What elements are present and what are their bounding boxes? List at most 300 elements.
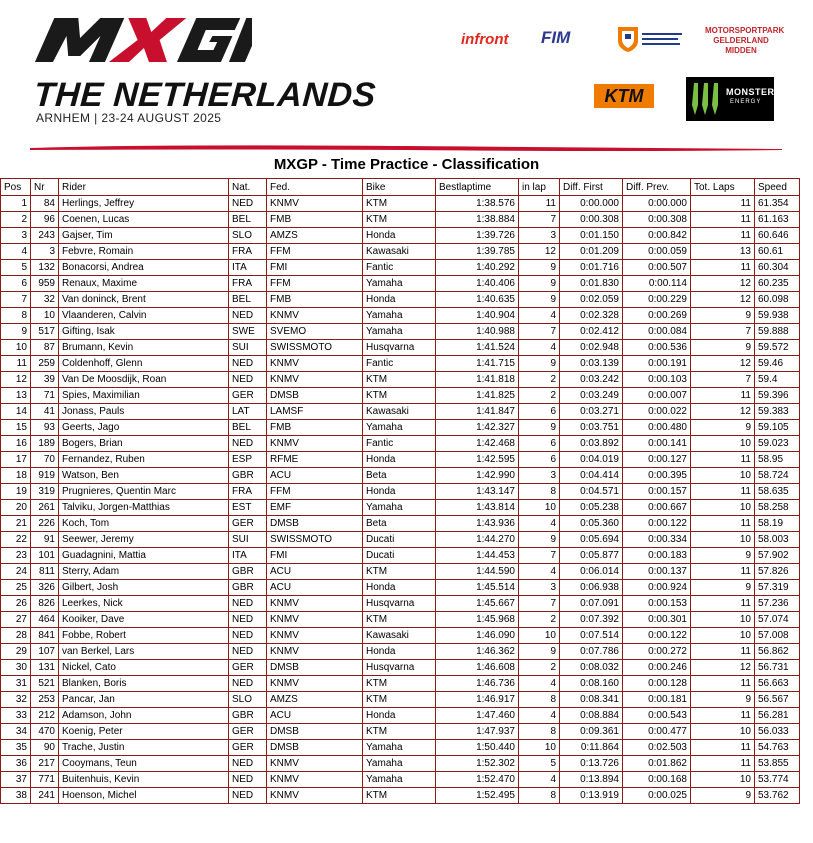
cell-nat: EST (229, 500, 267, 516)
cell-diff-first: 0:13.894 (560, 772, 623, 788)
cell-nat: NED (229, 756, 267, 772)
column-header-diff-prev: Diff. Prev. (623, 179, 691, 196)
cell-in-lap: 8 (519, 484, 560, 500)
table-row (1, 644, 800, 660)
cell-rider: Jonass, Pauls (59, 404, 229, 420)
cell-pos: 4 (1, 244, 31, 260)
cell-rider: Pancar, Jan (59, 692, 229, 708)
cell-fed: KNMV (267, 628, 363, 644)
cell-rider: Van doninck, Brent (59, 292, 229, 308)
cell-nat: NED (229, 356, 267, 372)
cell-bestlaptime: 1:46.608 (436, 660, 519, 676)
cell-fed: FFM (267, 244, 363, 260)
cell-diff-prev: 0:00.269 (623, 308, 691, 324)
cell-nr: 470 (31, 724, 59, 740)
cell-diff-prev: 0:00.543 (623, 708, 691, 724)
cell-speed: 56.663 (755, 676, 800, 692)
cell-bike: Fantic (363, 260, 436, 276)
cell-nr: 259 (31, 356, 59, 372)
cell-in-lap: 7 (519, 324, 560, 340)
cell-fed: LAMSF (267, 404, 363, 420)
cell-pos: 34 (1, 724, 31, 740)
cell-bike: Yamaha (363, 276, 436, 292)
cell-tot-laps: 10 (691, 724, 755, 740)
cell-diff-first: 0:01.830 (560, 276, 623, 292)
cell-fed: FMB (267, 420, 363, 436)
cell-nr: 32 (31, 292, 59, 308)
table-row (1, 468, 800, 484)
cell-tot-laps: 9 (691, 340, 755, 356)
cell-rider: Watson, Ben (59, 468, 229, 484)
cell-nr: 319 (31, 484, 59, 500)
cell-diff-first: 0:13.726 (560, 756, 623, 772)
table-row (1, 340, 800, 356)
cell-in-lap: 4 (519, 708, 560, 724)
cell-bike: Ducati (363, 532, 436, 548)
cell-bike: Kawasaki (363, 244, 436, 260)
cell-nr: 189 (31, 436, 59, 452)
cell-bike: Honda (363, 580, 436, 596)
cell-tot-laps: 10 (691, 612, 755, 628)
cell-speed: 61.354 (755, 196, 800, 212)
cell-bestlaptime: 1:42.990 (436, 468, 519, 484)
cell-rider: Fobbe, Robert (59, 628, 229, 644)
cell-speed: 60.61 (755, 244, 800, 260)
cell-tot-laps: 7 (691, 324, 755, 340)
cell-diff-prev: 0:00.480 (623, 420, 691, 436)
cell-nr: 243 (31, 228, 59, 244)
cell-speed: 59.572 (755, 340, 800, 356)
cell-rider: Coenen, Lucas (59, 212, 229, 228)
cell-bestlaptime: 1:46.917 (436, 692, 519, 708)
cell-fed: KNMV (267, 372, 363, 388)
cell-rider: Spies, Maximilian (59, 388, 229, 404)
cell-nr: 10 (31, 308, 59, 324)
cell-bike: KTM (363, 692, 436, 708)
cell-speed: 56.731 (755, 660, 800, 676)
cell-bestlaptime: 1:42.327 (436, 420, 519, 436)
column-header-fed: Fed. (267, 179, 363, 196)
column-header-in-lap: in lap (519, 179, 560, 196)
cell-fed: KNMV (267, 196, 363, 212)
cell-bestlaptime: 1:50.440 (436, 740, 519, 756)
cell-bestlaptime: 1:52.470 (436, 772, 519, 788)
cell-in-lap: 4 (519, 308, 560, 324)
cell-tot-laps: 10 (691, 468, 755, 484)
cell-rider: van Berkel, Lars (59, 644, 229, 660)
cell-bestlaptime: 1:38.884 (436, 212, 519, 228)
cell-fed: DMSB (267, 724, 363, 740)
cell-in-lap: 6 (519, 404, 560, 420)
page-header (0, 0, 813, 152)
cell-tot-laps: 11 (691, 564, 755, 580)
cell-diff-prev: 0:00.114 (623, 276, 691, 292)
cell-in-lap: 6 (519, 452, 560, 468)
cell-speed: 60.646 (755, 228, 800, 244)
cell-pos: 28 (1, 628, 31, 644)
cell-tot-laps: 12 (691, 292, 755, 308)
cell-rider: Koch, Tom (59, 516, 229, 532)
cell-bike: KTM (363, 676, 436, 692)
cell-bestlaptime: 1:47.937 (436, 724, 519, 740)
cell-speed: 56.281 (755, 708, 800, 724)
cell-tot-laps: 11 (691, 388, 755, 404)
cell-pos: 23 (1, 548, 31, 564)
cell-diff-first: 0:08.341 (560, 692, 623, 708)
cell-nr: 101 (31, 548, 59, 564)
cell-speed: 57.319 (755, 580, 800, 596)
event-title: THE NETHERLANDS (32, 76, 378, 114)
cell-nat: FRA (229, 276, 267, 292)
cell-speed: 60.098 (755, 292, 800, 308)
cell-rider: Seewer, Jeremy (59, 532, 229, 548)
table-row (1, 356, 800, 372)
cell-in-lap: 8 (519, 788, 560, 804)
cell-bestlaptime: 1:43.936 (436, 516, 519, 532)
cell-fed: KNMV (267, 644, 363, 660)
cell-bestlaptime: 1:43.147 (436, 484, 519, 500)
cell-bestlaptime: 1:45.667 (436, 596, 519, 612)
cell-diff-first: 0:01.716 (560, 260, 623, 276)
cell-nat: GER (229, 660, 267, 676)
cell-nat: LAT (229, 404, 267, 420)
cell-nat: BEL (229, 212, 267, 228)
cell-pos: 29 (1, 644, 31, 660)
cell-diff-prev: 0:00.395 (623, 468, 691, 484)
cell-tot-laps: 11 (691, 228, 755, 244)
cell-in-lap: 2 (519, 612, 560, 628)
table-row (1, 404, 800, 420)
infront-logo: infront (461, 31, 509, 48)
cell-diff-first: 0:05.238 (560, 500, 623, 516)
cell-diff-prev: 0:02.503 (623, 740, 691, 756)
cell-nat: NED (229, 628, 267, 644)
cell-diff-first: 0:03.249 (560, 388, 623, 404)
cell-diff-prev: 0:00.334 (623, 532, 691, 548)
cell-diff-prev: 0:00.183 (623, 548, 691, 564)
cell-diff-first: 0:05.694 (560, 532, 623, 548)
cell-pos: 6 (1, 276, 31, 292)
cell-diff-prev: 0:00.272 (623, 644, 691, 660)
cell-nat: NED (229, 196, 267, 212)
cell-diff-prev: 0:00.229 (623, 292, 691, 308)
cell-nr: 811 (31, 564, 59, 580)
table-row (1, 260, 800, 276)
cell-nat: ITA (229, 260, 267, 276)
cell-nat: SLO (229, 692, 267, 708)
cell-tot-laps: 11 (691, 676, 755, 692)
cell-rider: Cooymans, Teun (59, 756, 229, 772)
cell-pos: 31 (1, 676, 31, 692)
cell-diff-first: 0:02.328 (560, 308, 623, 324)
cell-nr: 253 (31, 692, 59, 708)
cell-diff-prev: 0:00.842 (623, 228, 691, 244)
table-row (1, 420, 800, 436)
cell-rider: Bonacorsi, Andrea (59, 260, 229, 276)
cell-speed: 59.105 (755, 420, 800, 436)
cell-nat: NED (229, 308, 267, 324)
cell-bestlaptime: 1:52.302 (436, 756, 519, 772)
table-row (1, 308, 800, 324)
cell-fed: ACU (267, 468, 363, 484)
column-header-nat: Nat. (229, 179, 267, 196)
table-row (1, 660, 800, 676)
table-row (1, 276, 800, 292)
cell-bestlaptime: 1:47.460 (436, 708, 519, 724)
table-row (1, 756, 800, 772)
cell-pos: 16 (1, 436, 31, 452)
cell-pos: 25 (1, 580, 31, 596)
cell-rider: Blanken, Boris (59, 676, 229, 692)
cell-rider: Geerts, Jago (59, 420, 229, 436)
cell-diff-prev: 0:00.191 (623, 356, 691, 372)
cell-fed: ACU (267, 708, 363, 724)
cell-diff-first: 0:00.308 (560, 212, 623, 228)
cell-pos: 30 (1, 660, 31, 676)
table-row (1, 196, 800, 212)
cell-in-lap: 7 (519, 212, 560, 228)
table-row (1, 708, 800, 724)
ktm-logo: KTM (594, 84, 654, 108)
motorsportpark-line-3: MIDDEN (725, 46, 757, 55)
cell-fed: DMSB (267, 516, 363, 532)
table-row (1, 532, 800, 548)
cell-fed: ACU (267, 580, 363, 596)
cell-diff-prev: 0:00.122 (623, 516, 691, 532)
table-row (1, 244, 800, 260)
cell-bike: KTM (363, 388, 436, 404)
cell-nat: BEL (229, 292, 267, 308)
table-row (1, 548, 800, 564)
cell-bike: Beta (363, 516, 436, 532)
cell-diff-first: 0:03.751 (560, 420, 623, 436)
motorsportpark-line-2: GELDERLAND (713, 36, 769, 45)
cell-speed: 59.4 (755, 372, 800, 388)
cell-nat: ITA (229, 548, 267, 564)
cell-rider: Coldenhoff, Glenn (59, 356, 229, 372)
cell-nat: NED (229, 676, 267, 692)
cell-nr: 107 (31, 644, 59, 660)
cell-bike: Fantic (363, 356, 436, 372)
column-header-pos: Pos (1, 179, 31, 196)
cell-diff-prev: 0:00.059 (623, 244, 691, 260)
cell-nr: 87 (31, 340, 59, 356)
cell-bestlaptime: 1:45.514 (436, 580, 519, 596)
cell-speed: 59.46 (755, 356, 800, 372)
cell-diff-prev: 0:00.308 (623, 212, 691, 228)
cell-nat: SWE (229, 324, 267, 340)
table-row (1, 484, 800, 500)
table-row (1, 628, 800, 644)
cell-in-lap: 12 (519, 244, 560, 260)
cell-speed: 57.008 (755, 628, 800, 644)
cell-bike: Yamaha (363, 500, 436, 516)
cell-rider: Talviku, Jorgen-Matthias (59, 500, 229, 516)
classification-table (0, 178, 800, 804)
cell-diff-first: 0:09.361 (560, 724, 623, 740)
cell-bike: Beta (363, 468, 436, 484)
cell-bike: Honda (363, 484, 436, 500)
cell-nr: 261 (31, 500, 59, 516)
cell-pos: 7 (1, 292, 31, 308)
cell-diff-prev: 0:00.103 (623, 372, 691, 388)
cell-nr: 521 (31, 676, 59, 692)
cell-speed: 59.023 (755, 436, 800, 452)
cell-in-lap: 4 (519, 564, 560, 580)
table-row (1, 692, 800, 708)
cell-in-lap: 10 (519, 740, 560, 756)
cell-speed: 53.855 (755, 756, 800, 772)
cell-tot-laps: 9 (691, 692, 755, 708)
cell-in-lap: 8 (519, 724, 560, 740)
cell-tot-laps: 11 (691, 708, 755, 724)
motorsportpark-logo (705, 26, 785, 56)
cell-bestlaptime: 1:40.635 (436, 292, 519, 308)
cell-bestlaptime: 1:44.453 (436, 548, 519, 564)
cell-bestlaptime: 1:46.362 (436, 644, 519, 660)
cell-diff-prev: 0:00.025 (623, 788, 691, 804)
table-row (1, 452, 800, 468)
cell-diff-prev: 0:00.301 (623, 612, 691, 628)
cell-speed: 59.383 (755, 404, 800, 420)
table-row (1, 324, 800, 340)
table-row (1, 228, 800, 244)
cell-fed: KNMV (267, 356, 363, 372)
cell-nat: BEL (229, 420, 267, 436)
column-header-diff-first: Diff. First (560, 179, 623, 196)
cell-bike: Husqvarna (363, 340, 436, 356)
cell-pos: 22 (1, 532, 31, 548)
cell-tot-laps: 10 (691, 532, 755, 548)
cell-diff-first: 0:08.884 (560, 708, 623, 724)
cell-speed: 57.074 (755, 612, 800, 628)
cell-tot-laps: 11 (691, 452, 755, 468)
cell-nr: 70 (31, 452, 59, 468)
cell-diff-first: 0:07.392 (560, 612, 623, 628)
cell-pos: 36 (1, 756, 31, 772)
cell-fed: DMSB (267, 388, 363, 404)
cell-bike: Honda (363, 292, 436, 308)
cell-pos: 5 (1, 260, 31, 276)
cell-fed: FMB (267, 292, 363, 308)
cell-tot-laps: 11 (691, 212, 755, 228)
cell-rider: Fernandez, Ruben (59, 452, 229, 468)
cell-diff-prev: 0:00.153 (623, 596, 691, 612)
cell-diff-first: 0:06.938 (560, 580, 623, 596)
cell-bestlaptime: 1:40.406 (436, 276, 519, 292)
cell-nr: 3 (31, 244, 59, 260)
cell-tot-laps: 9 (691, 580, 755, 596)
cell-tot-laps: 10 (691, 500, 755, 516)
cell-in-lap: 9 (519, 260, 560, 276)
cell-bike: Yamaha (363, 772, 436, 788)
cell-rider: Nickel, Cato (59, 660, 229, 676)
cell-in-lap: 10 (519, 628, 560, 644)
cell-bestlaptime: 1:38.576 (436, 196, 519, 212)
cell-nat: NED (229, 772, 267, 788)
cell-in-lap: 3 (519, 580, 560, 596)
cell-nr: 212 (31, 708, 59, 724)
cell-speed: 60.304 (755, 260, 800, 276)
cell-nat: FRA (229, 484, 267, 500)
cell-rider: Adamson, John (59, 708, 229, 724)
table-row (1, 580, 800, 596)
table-row (1, 500, 800, 516)
cell-rider: Vlaanderen, Calvin (59, 308, 229, 324)
cell-speed: 57.236 (755, 596, 800, 612)
cell-diff-first: 0:03.242 (560, 372, 623, 388)
cell-diff-prev: 0:00.667 (623, 500, 691, 516)
cell-in-lap: 9 (519, 420, 560, 436)
cell-rider: Gilbert, Josh (59, 580, 229, 596)
cell-diff-first: 0:08.032 (560, 660, 623, 676)
cell-in-lap: 4 (519, 340, 560, 356)
column-header-speed: Speed (755, 179, 800, 196)
cell-in-lap: 7 (519, 596, 560, 612)
cell-rider: Guadagnini, Mattia (59, 548, 229, 564)
column-header-bestlaptime: Bestlaptime (436, 179, 519, 196)
cell-fed: FFM (267, 276, 363, 292)
cell-bike: Honda (363, 644, 436, 660)
cell-diff-prev: 0:00.507 (623, 260, 691, 276)
cell-speed: 56.862 (755, 644, 800, 660)
cell-pos: 12 (1, 372, 31, 388)
table-row (1, 212, 800, 228)
cell-speed: 56.033 (755, 724, 800, 740)
table-row (1, 724, 800, 740)
cell-pos: 26 (1, 596, 31, 612)
cell-tot-laps: 10 (691, 628, 755, 644)
cell-in-lap: 9 (519, 292, 560, 308)
cell-bestlaptime: 1:44.590 (436, 564, 519, 580)
cell-fed: KNMV (267, 756, 363, 772)
cell-in-lap: 9 (519, 356, 560, 372)
cell-diff-prev: 0:00.137 (623, 564, 691, 580)
cell-pos: 3 (1, 228, 31, 244)
cell-diff-first: 0:05.877 (560, 548, 623, 564)
cell-bestlaptime: 1:41.524 (436, 340, 519, 356)
cell-bike: KTM (363, 212, 436, 228)
cell-nat: NED (229, 436, 267, 452)
cell-diff-prev: 0:00.477 (623, 724, 691, 740)
cell-nr: 132 (31, 260, 59, 276)
cell-nr: 96 (31, 212, 59, 228)
cell-diff-prev: 0:00.007 (623, 388, 691, 404)
table-header-row (1, 179, 800, 196)
cell-nat: GBR (229, 708, 267, 724)
cell-bestlaptime: 1:42.595 (436, 452, 519, 468)
motorsportpark-line-1: MOTORSPORTPARK (705, 26, 785, 35)
cell-bike: Honda (363, 228, 436, 244)
cell-nat: NED (229, 612, 267, 628)
cell-bike: Yamaha (363, 324, 436, 340)
cell-fed: DMSB (267, 660, 363, 676)
cell-tot-laps: 11 (691, 740, 755, 756)
cell-in-lap: 2 (519, 372, 560, 388)
cell-speed: 60.235 (755, 276, 800, 292)
cell-pos: 2 (1, 212, 31, 228)
cell-bike: Husqvarna (363, 596, 436, 612)
fim-logo: FIM (541, 28, 571, 47)
cell-in-lap: 6 (519, 436, 560, 452)
cell-bike: Husqvarna (363, 660, 436, 676)
cell-pos: 14 (1, 404, 31, 420)
cell-diff-first: 0:01.150 (560, 228, 623, 244)
cell-rider: Sterry, Adam (59, 564, 229, 580)
cell-diff-first: 0:04.414 (560, 468, 623, 484)
cell-diff-prev: 0:00.536 (623, 340, 691, 356)
cell-bike: Fantic (363, 436, 436, 452)
